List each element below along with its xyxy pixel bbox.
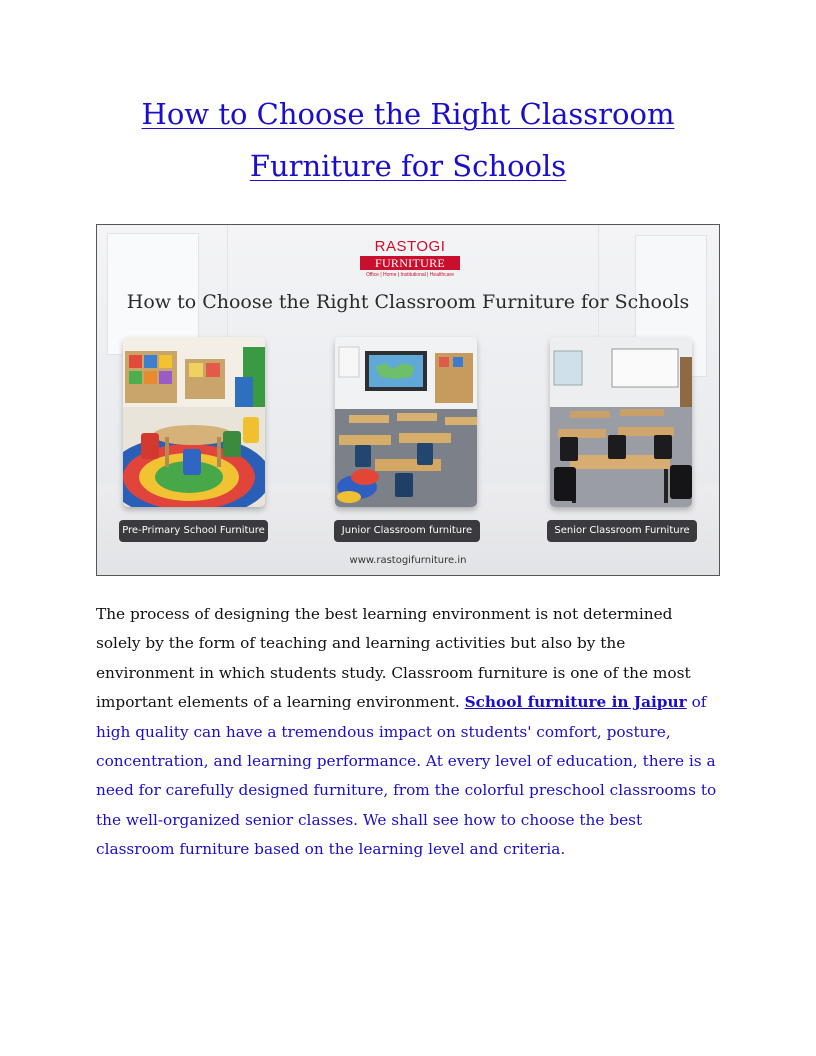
caption-pre-primary: Pre-Primary School Furniture [119,520,268,542]
logo-bar: FURNITURE [360,256,460,270]
title-link-line1[interactable]: How to Choose the Right Classroom [141,97,675,131]
school-furniture-jaipur-link[interactable]: School furniture in Jaipur [464,693,687,712]
intro-paragraph [96,600,720,865]
document-title [60,88,756,192]
pre-primary-classroom-photo [123,337,265,507]
caption-junior: Junior Classroom furniture [334,520,480,542]
paragraph-text-start: The process of designing the best learning environment is not determined solely by the form of teaching and learning activities but also by the environment in which students study. Classroom furniture is one of the most important elements of a learning environment. [96,605,691,712]
banner-website: www.rastogifurniture.in [349,555,467,566]
senior-classroom-photo [550,337,692,507]
paragraph-text-linked: of high quality can have a tremendous impact on students' comfort, posture, concentration, and learning performance. At every level of education, there is a need for carefully designed furniture, from the colorful preschool classrooms to the well-organized senior classes. We shall see how to choose the best classroom furniture based on the learning level and criteria. [96,693,717,859]
banner-image [96,224,720,576]
banner-heading: How to Choose the Right Classroom Furniture for Schools [126,291,690,313]
title-link-line2[interactable]: Furniture for Schools [249,149,567,183]
logo-name: RASTOGI [374,238,446,255]
caption-senior: Senior Classroom Furniture [547,520,697,542]
logo-tagline: Office | Home | Institutional | Healthcare [365,272,454,278]
junior-classroom-photo [335,337,477,507]
brand-logo [360,239,460,278]
